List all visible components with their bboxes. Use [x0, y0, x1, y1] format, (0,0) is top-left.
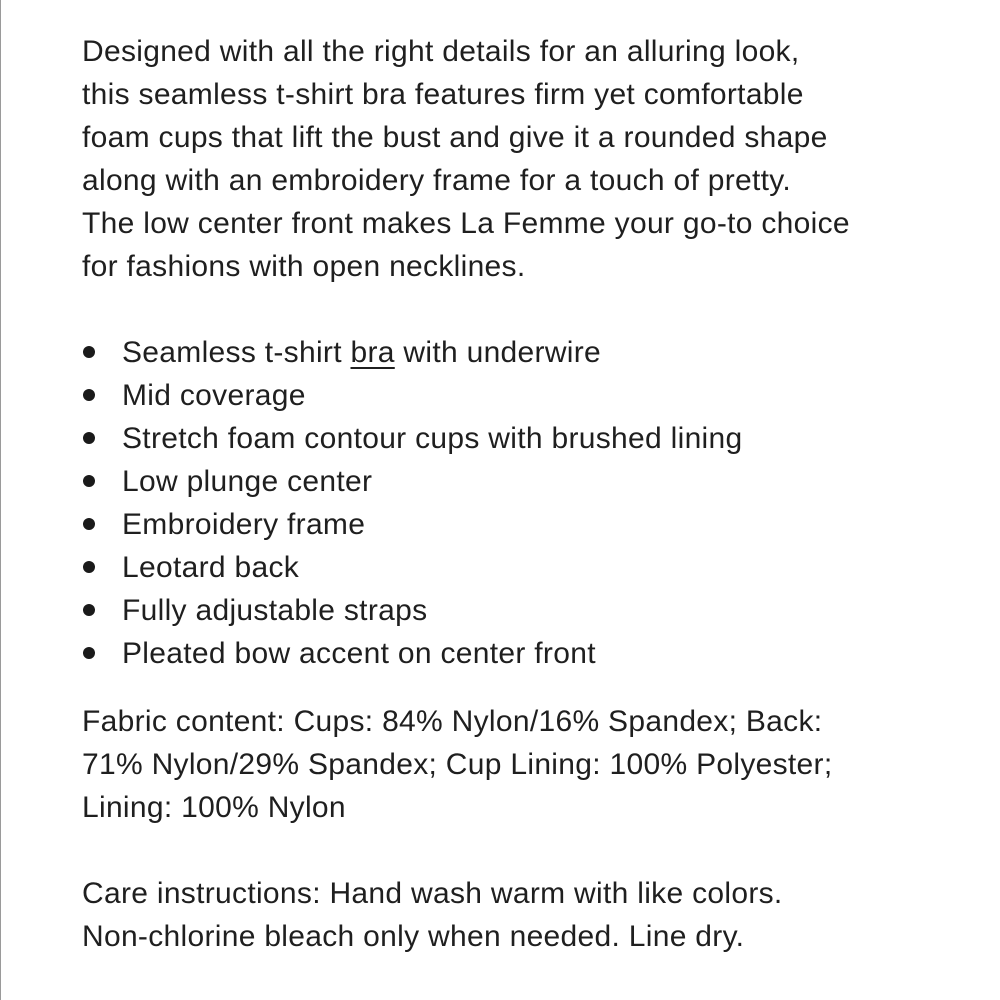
feature-text: Pleated bow accent on center front [122, 637, 596, 670]
feature-list [82, 331, 987, 675]
feature-text: Stretch foam contour cups with brushed lining [122, 422, 743, 455]
feature-text: Leotard back [122, 551, 300, 584]
feature-text: with underwire [394, 336, 602, 369]
intro-paragraph [82, 30, 987, 288]
feature-text: Low plunge center [122, 465, 373, 498]
bullet-icon [83, 604, 95, 616]
feature-item [82, 331, 987, 374]
feature-item [82, 632, 987, 675]
feature-item [82, 460, 987, 503]
feature-text: Mid coverage [122, 379, 306, 412]
fabric-line: 71% Nylon/29% Spandex; Cup Lining: 100% Polyester; [82, 748, 833, 781]
feature-item [82, 589, 987, 632]
bullet-icon [83, 647, 95, 659]
bullet-icon [83, 518, 95, 530]
intro-line: this seamless t-shirt bra features firm yet comfortable [82, 78, 804, 111]
intro-line: The low center front makes La Femme your go-to choice [82, 207, 850, 240]
fabric-line: Lining: 100% Nylon [82, 791, 346, 824]
intro-line: for fashions with open necklines. [82, 250, 526, 283]
feature-item [82, 503, 987, 546]
product-description [82, 30, 987, 958]
care-line: Non-chlorine bleach only when needed. Line dry. [82, 920, 745, 953]
care-line: Care instructions: Hand wash warm with like colors. [82, 877, 783, 910]
intro-line: foam cups that lift the bust and give it a rounded shape [82, 121, 828, 154]
fabric-content-paragraph [82, 700, 987, 829]
feature-item [82, 417, 987, 460]
feature-item [82, 546, 987, 589]
intro-line: Designed with all the right details for an alluring look, [82, 35, 800, 68]
bullet-icon [83, 432, 95, 444]
left-border [0, 0, 1, 1000]
feature-text: Embroidery frame [122, 508, 366, 541]
intro-line: along with an embroidery frame for a touch of pretty. [82, 164, 792, 197]
bra-link[interactable]: bra [350, 336, 395, 369]
feature-text: Fully adjustable straps [122, 594, 428, 627]
feature-item [82, 374, 987, 417]
bullet-icon [83, 561, 95, 573]
bullet-icon [83, 389, 95, 401]
care-instructions-paragraph [82, 872, 987, 958]
feature-text: Seamless t-shirt [122, 336, 351, 369]
bullet-icon [83, 346, 95, 358]
bullet-icon [83, 475, 95, 487]
fabric-line: Fabric content: Cups: 84% Nylon/16% Spandex; Back: [82, 705, 823, 738]
